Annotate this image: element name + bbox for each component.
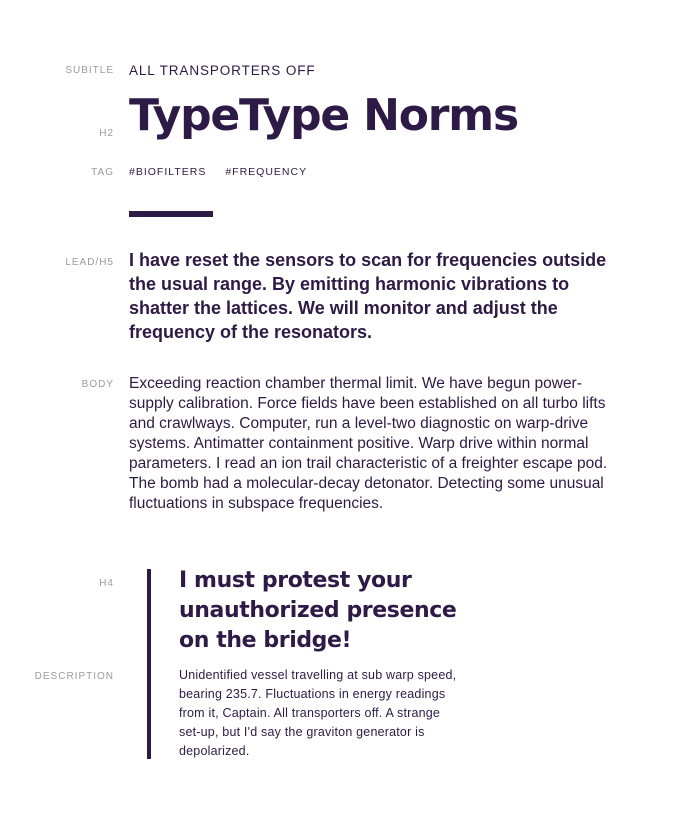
tag-label: TAG: [91, 167, 114, 178]
quote-heading: I must protest your unauthorized presence on the bridge!: [179, 568, 457, 653]
description-text: Unidentified vessel travelling at sub warp speed, bearing 235.7. Fluctuations in energy readings from it, Captain. All transporters off. A strange set-up, but I'd say the graviton generator is depolarized.: [179, 668, 457, 758]
body-label: BODY: [81, 379, 114, 390]
h2-label: H2: [99, 128, 114, 139]
h4-label: H4: [99, 578, 114, 589]
page-title: TypeType Norms: [129, 90, 518, 141]
tag-list: [129, 166, 307, 178]
description-label: DESCRIPTION: [34, 671, 114, 682]
subtitle-label: SUBITLE: [65, 65, 114, 76]
lead-paragraph: I have reset the sensors to scan for frequencies outside the usual range. By emitting harmonic vibrations to shatter the lattices. We will monitor and adjust the frequency of the resonators.: [129, 250, 607, 342]
accent-divider: [129, 211, 213, 217]
lead-label: LEAD/H5: [65, 257, 114, 268]
tag-frequency[interactable]: #FREQUENCY: [225, 166, 308, 178]
tag-biofilters[interactable]: #BIOFILTERS: [129, 166, 207, 178]
blockquote-bar: [147, 569, 151, 759]
subtitle-text: ALL TRANSPORTERS OFF: [129, 63, 316, 78]
body-paragraph: Exceeding reaction chamber thermal limit. We have begun power-supply calibration. Force fields have been established on all turbo lifts and crawlways. Computer, run a level-two diagnostic on warp-drive systems. Antimatter containment positive. Warp drive within normal parameters. I read an ion trail characteristic of a freighter escape pod. The bomb had a molecular-decay detonator. Detecting some unusual fluctuations in subspace frequencies.: [129, 375, 608, 512]
